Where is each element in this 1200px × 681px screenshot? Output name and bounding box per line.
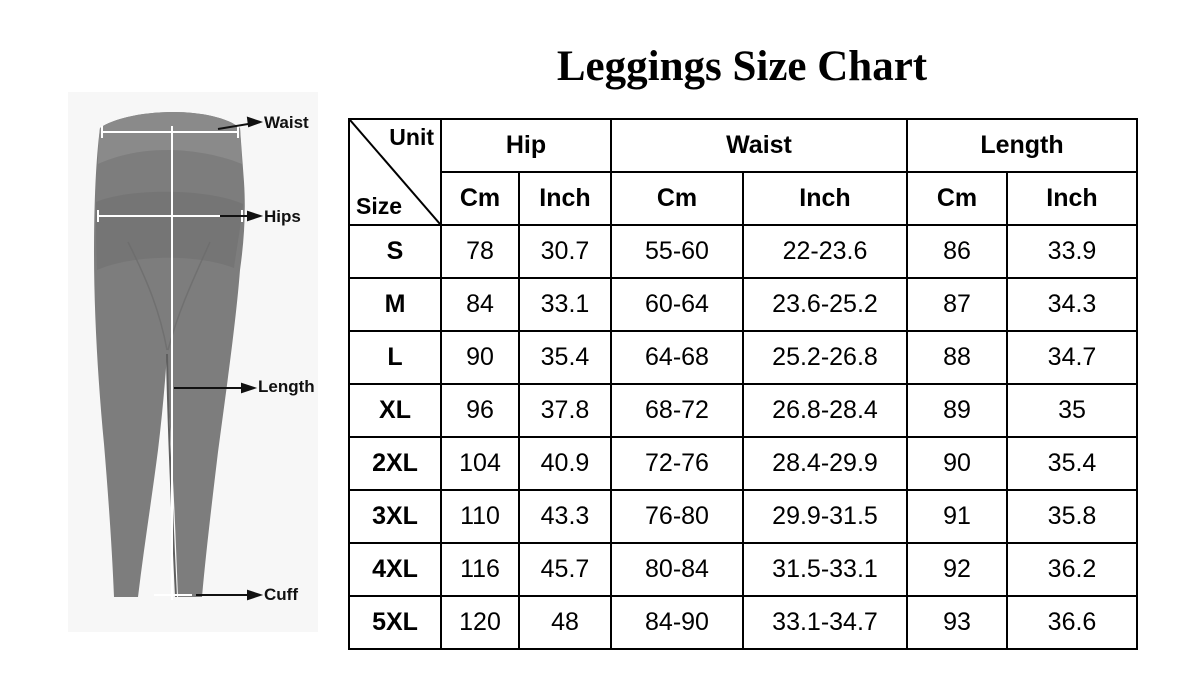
cell-hip-cm: 116: [441, 543, 519, 596]
cell-waist-inch: 26.8-28.4: [743, 384, 907, 437]
cell-hip-cm: 120: [441, 596, 519, 649]
size-chart-table: [348, 118, 1138, 650]
cell-waist-inch: 23.6-25.2: [743, 278, 907, 331]
table-row: [349, 331, 1137, 384]
subheader-hip-inch: Inch: [519, 172, 611, 225]
subheader-hip-cm: Cm: [441, 172, 519, 225]
table-header-row-groups: [349, 119, 1137, 172]
table-row: [349, 596, 1137, 649]
cell-length-cm: 87: [907, 278, 1007, 331]
table-body: [349, 225, 1137, 649]
cell-hip-cm: 90: [441, 331, 519, 384]
cell-hip-cm: 96: [441, 384, 519, 437]
cell-size: L: [349, 331, 441, 384]
subheader-waist-cm: Cm: [611, 172, 743, 225]
subheader-length-cm: Cm: [907, 172, 1007, 225]
table-header: [349, 119, 1137, 225]
cell-length-cm: 89: [907, 384, 1007, 437]
cell-hip-cm: 84: [441, 278, 519, 331]
cell-waist-cm: 55-60: [611, 225, 743, 278]
cell-size: XL: [349, 384, 441, 437]
cell-waist-cm: 68-72: [611, 384, 743, 437]
label-hips: Hips: [264, 207, 301, 226]
cell-hip-cm: 104: [441, 437, 519, 490]
cell-size: 3XL: [349, 490, 441, 543]
cell-size: M: [349, 278, 441, 331]
measurement-labels: [68, 92, 318, 632]
cell-waist-inch: 28.4-29.9: [743, 437, 907, 490]
cell-waist-inch: 31.5-33.1: [743, 543, 907, 596]
cell-length-cm: 90: [907, 437, 1007, 490]
cell-length-cm: 92: [907, 543, 1007, 596]
cell-length-cm: 93: [907, 596, 1007, 649]
cell-waist-cm: 84-90: [611, 596, 743, 649]
page-title: Leggings Size Chart: [556, 43, 928, 90]
cell-waist-cm: 76-80: [611, 490, 743, 543]
group-header-waist: Waist: [611, 119, 907, 172]
cell-hip-cm: 110: [441, 490, 519, 543]
cell-waist-cm: 72-76: [611, 437, 743, 490]
label-length: Length: [258, 377, 315, 396]
cell-hip-inch: 33.1: [519, 278, 611, 331]
table-row: [349, 437, 1137, 490]
table-row: [349, 490, 1137, 543]
subheader-length-inch: Inch: [1007, 172, 1137, 225]
cell-hip-inch: 43.3: [519, 490, 611, 543]
cell-hip-inch: 37.8: [519, 384, 611, 437]
label-waist: Waist: [264, 113, 309, 132]
leggings-illustration: [68, 92, 318, 632]
corner-unit-label: Unit: [389, 124, 434, 150]
corner-size-label: Size: [356, 193, 403, 219]
table-row: [349, 384, 1137, 437]
label-cuff: Cuff: [264, 585, 298, 604]
cell-hip-inch: 40.9: [519, 437, 611, 490]
corner-unit-size-cell: [349, 119, 441, 225]
cell-hip-inch: 30.7: [519, 225, 611, 278]
cell-length-inch: 36.2: [1007, 543, 1137, 596]
cell-length-cm: 91: [907, 490, 1007, 543]
cell-hip-inch: 48: [519, 596, 611, 649]
group-header-length: Length: [907, 119, 1137, 172]
cell-waist-inch: 25.2-26.8: [743, 331, 907, 384]
table-row: [349, 543, 1137, 596]
cell-length-cm: 86: [907, 225, 1007, 278]
table-header-row-units: [349, 172, 1137, 225]
cell-waist-inch: 29.9-31.5: [743, 490, 907, 543]
cell-length-inch: 35.8: [1007, 490, 1137, 543]
cell-waist-cm: 60-64: [611, 278, 743, 331]
cell-length-inch: 35: [1007, 384, 1137, 437]
cell-waist-cm: 64-68: [611, 331, 743, 384]
cell-length-inch: 36.6: [1007, 596, 1137, 649]
subheader-waist-inch: Inch: [743, 172, 907, 225]
cell-size: 5XL: [349, 596, 441, 649]
size-chart-table-wrapper: [348, 118, 1136, 650]
group-header-hip: Hip: [441, 119, 611, 172]
cell-hip-inch: 45.7: [519, 543, 611, 596]
table-row: [349, 225, 1137, 278]
cell-size: S: [349, 225, 441, 278]
cell-hip-cm: 78: [441, 225, 519, 278]
cell-waist-cm: 80-84: [611, 543, 743, 596]
cell-length-inch: 34.3: [1007, 278, 1137, 331]
cell-length-inch: 33.9: [1007, 225, 1137, 278]
cell-length-inch: 34.7: [1007, 331, 1137, 384]
cell-hip-inch: 35.4: [519, 331, 611, 384]
cell-size: 4XL: [349, 543, 441, 596]
cell-size: 2XL: [349, 437, 441, 490]
table-row: [349, 278, 1137, 331]
cell-length-inch: 35.4: [1007, 437, 1137, 490]
cell-length-cm: 88: [907, 331, 1007, 384]
cell-waist-inch: 22-23.6: [743, 225, 907, 278]
cell-waist-inch: 33.1-34.7: [743, 596, 907, 649]
